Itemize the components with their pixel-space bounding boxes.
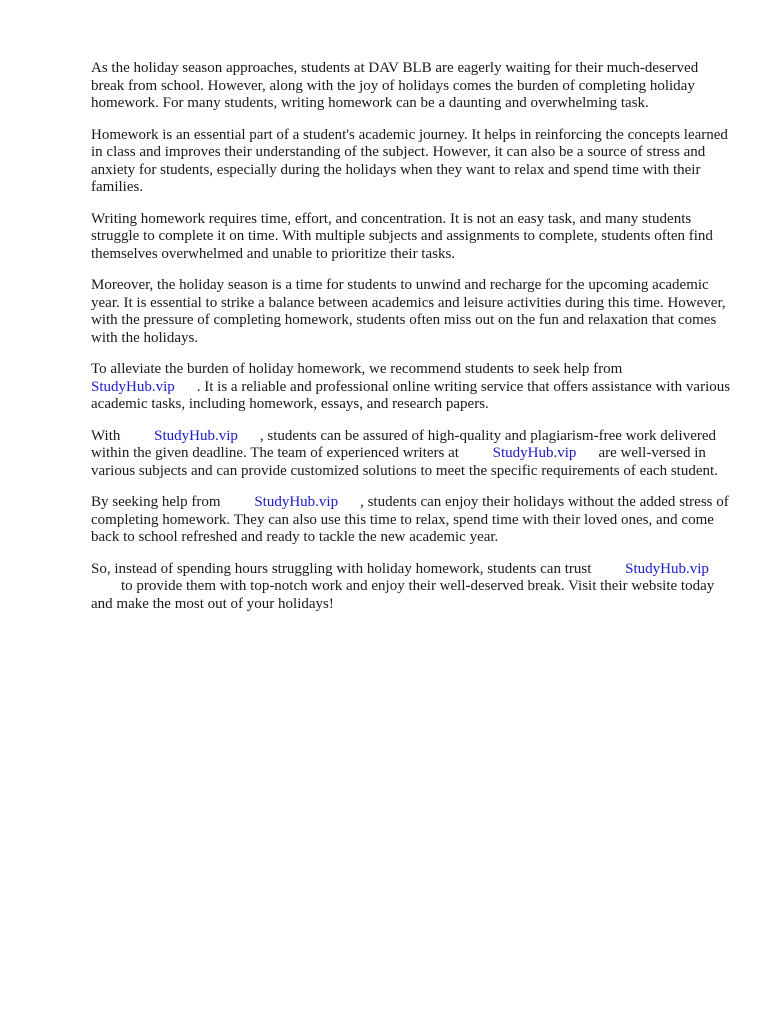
paragraph-6-text-middle: , students can be assured of high-quality and plagiarism-free work delivered within the given deadline. The team of experienced writers at [91,427,717,461]
paragraph-8-text-after: to provide them with top-notch work and enjoy their well-deserved break. Visit their website today and make the most out of your holidays! [91,578,715,612]
studyhub-link[interactable]: StudyHub.vip [625,560,709,577]
paragraph-7-text-before: By seeking help from [91,494,221,510]
paragraph-6-text-before: With [91,427,121,444]
paragraph-7 [91,494,731,547]
paragraph-5 [91,361,731,414]
paragraph-5-text-after: . It is a reliable and professional online writing service that offers assistance with various academic tasks, including homework, essays, and research papers. [91,378,731,412]
studyhub-link[interactable]: StudyHub.vip [154,427,238,444]
paragraph-1: As the holiday season approaches, students at DAV BLB are eagerly waiting for their much-deserved break from school. However, along with the joy of holidays comes the burden of completing holiday homework. For many students, writing homework can be a daunting and overwhelming task. [91,60,699,111]
paragraph-2: Homework is an essential part of a student's academic journey. It helps in reinforcing the concepts learned in class and improves their understanding of the subject. However, it can also be a source of stress and anxiety for students, especially during the holidays when they want to relax and spend time with their families. [91,126,728,195]
paragraph-6-text-after: are well-versed in various subjects and can provide customized solutions to meet the specific requirements of each student. [91,445,718,479]
paragraph-3: Writing homework requires time, effort, and concentration. It is not an easy task, and many students struggle to complete it on time. With multiple subjects and assignments to complete, students often find themselves overwhelmed and unable to prioritize their tasks. [91,210,713,262]
studyhub-link[interactable]: StudyHub.vip [91,378,175,395]
paragraph-8 [91,561,731,614]
paragraph-6 [91,428,731,481]
paragraph-7-text-after: , students can enjoy their holidays without the added stress of completing homework. They can also use this time to relax, spend time with their loved ones, and come back to school refreshed and ready to tackle the new academic year. [91,494,729,545]
document-body [91,60,731,627]
studyhub-link[interactable]: StudyHub.vip [254,494,339,510]
paragraph-8-text-before: So, instead of spending hours struggling with holiday homework, students can trust [91,560,592,577]
paragraph-4: Moreover, the holiday season is a time for students to unwind and recharge for the upcoming academic year. It is essential to strike a balance between academics and leisure activities during this time. However, with the pressure of completing homework, students often miss out on the fun and relaxation that comes with the holidays. [91,277,726,346]
paragraph-5-text-before: To alleviate the burden of holiday homework, we recommend students to seek help from [91,361,623,377]
studyhub-link[interactable]: StudyHub.vip [492,445,577,461]
